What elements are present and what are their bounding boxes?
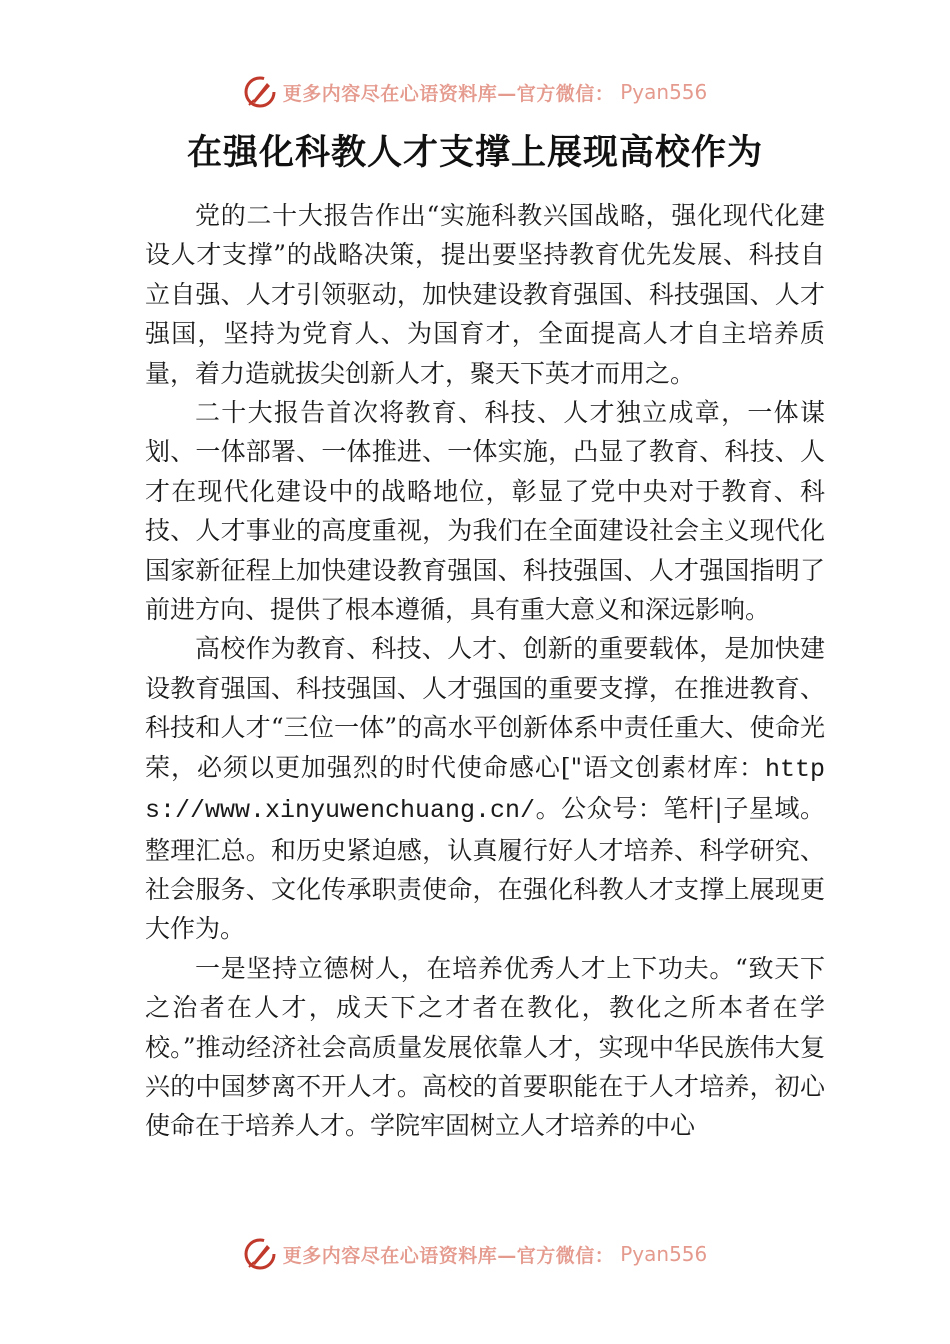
paragraph-3 [145,629,825,948]
quill-logo-icon [243,1237,277,1271]
paragraph-1: 党的二十大报告作出“实施科教兴国战略，强化现代化建设人才支撑”的战略决策，提出要坚持教育优先发展、科技自立自强、人才引领驱动，加快建设教育强国、科技强国、人才强国，坚持为党育人、为国育才，全面提高人才自主培养质量，着力造就拔尖创新人才，聚天下英才而用之。 [145,201,825,388]
paragraph-3-text-before: 高校作为教育、科技、人才、创新的重要载体，是加快建设教育强国、科技强国、人才强国的重要支撑，在推进教育、科技和人才“三位一体”的高水平创新体系中责任重大、使命光荣，必须以更加强烈的时代使命感心["语文创素材库： [145,634,825,782]
header-watermark [0,72,950,112]
watermark-text: 更多内容尽在心语资料库—官方微信： [282,82,615,105]
watermark-handle: Pyan556 [620,1242,708,1266]
source-url: https://www.xinyuwenchuang.cn/ [145,754,825,826]
watermark-handle: Pyan556 [620,80,708,104]
watermark-text: 更多内容尽在心语资料库—官方微信： [282,1244,615,1267]
document-title: 在强化科教人才支撑上展现高校作为 [186,132,763,173]
paragraph-2: 二十大报告首次将教育、科技、人才独立成章，一体谋划、一体部署、一体推进、一体实施，凸显了教育、科技、人才在现代化建设中的战略地位，彰显了党中央对于教育、科技、人才事业的高度重视，为我们在全面建设社会主义现代化国家新征程上加快建设教育强国、科技强国、人才强国指明了前进方向、提供了根本遵循，具有重大意义和深远影响。 [145,398,825,625]
footer-watermark [0,1234,950,1274]
paragraph-4: 一是坚持立德树人，在培养优秀人才上下功夫。“致天下之治者在人才，成天下之才者在教化，教化之所本者在学校。”推动经济社会高质量发展依靠人才，实现中华民族伟大复兴的中国梦离不开人才。高校的首要职能在于人才培养，初心使命在于培养人才。学院牢固树立人才培养的中心 [145,953,825,1141]
paragraph-3-text-after: 。公众号：笔杆|子星域。整理汇总。和历史紧迫感，认真履行好人才培养、科学研究、社会服务、文化传承职责使命，在强化科教人才支撑上展现更大作为。 [145,794,825,944]
quill-logo-icon [243,75,277,109]
document-body [145,196,825,1146]
